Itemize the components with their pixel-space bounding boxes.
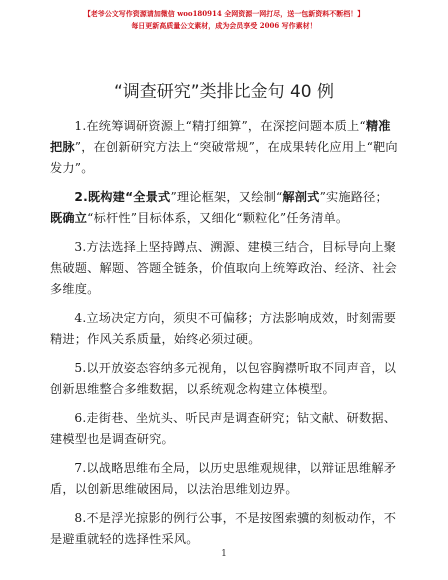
text-run: 8.不是浮光掠影的例行公事，不是按图索骥的刻板动作，不是避重就轻的选择性采风。: [50, 511, 397, 546]
paragraph-8: [50, 508, 398, 550]
paragraph-5: [50, 358, 398, 400]
text-run: ”理论框架，又绘制“: [170, 190, 283, 204]
text-run: 6.走街巷、坐炕头、听民声是调查研究；钻文献、研数据、建模型也是调查研究。: [50, 411, 397, 446]
bold-phrase: 既确立: [50, 211, 88, 225]
bold-phrase: 2.既构建“全景式: [74, 190, 171, 204]
text-run: 1.在统筹调研资源上“精打细算”，在深挖问题本质上“: [74, 119, 366, 133]
text-run: 4.立场决定方向，须臾不可偏移；方法影响成效，时刻需要精进；作风关系质量，始终必须过硬。: [50, 311, 397, 346]
paragraph-6: [50, 408, 398, 450]
paragraph-2: [50, 187, 398, 229]
promo-banner-line-1: 【老爷公文写作资源请加微信 woo180914 全网资源一网打尽，送一包新资料不断档！】: [83, 9, 365, 18]
promo-banner: [0, 8, 448, 31]
document-title: “调查研究”类排比金句 40 例: [113, 82, 335, 102]
text-run: “标杆性”目标体系，又细化“颗粒化”任务清单。: [87, 211, 349, 225]
paragraph-4: [50, 308, 398, 350]
paragraph-3: [50, 237, 398, 300]
bold-phrase: 精准把脉: [50, 119, 391, 154]
text-run: 3.方法选择上坚持蹲点、溯源、建模三结合，目标导向上聚焦破题、解题、答题全链条，价值取向上统筹政治、经济、社会多维度。: [50, 240, 397, 296]
text-run: 7.以战略思维布全局，以历史思维观规律，以辩证思维解矛盾，以创新思维破困局，以法治思维划边界。: [50, 461, 397, 496]
text-run: 5.以开放姿态容纳多元视角，以包容胸襟听取不同声音，以创新思维整合多维数据，以系统观念构建立体模型。: [50, 361, 397, 396]
paragraph-7: [50, 458, 398, 500]
paragraph-1: [50, 116, 398, 179]
document-body: [50, 116, 398, 558]
text-run: ”实施路径；: [319, 190, 388, 204]
promo-banner-line-2: 每日更新高质量公文素材，成为会员享受 2006 写作素材！: [131, 21, 317, 30]
page-number: 1: [221, 549, 227, 559]
text-run: ”，在创新研究方法上“突破常规”，在成果转化应用上“靶向发力”。: [50, 140, 398, 175]
bold-phrase: 解剖式: [282, 190, 320, 204]
